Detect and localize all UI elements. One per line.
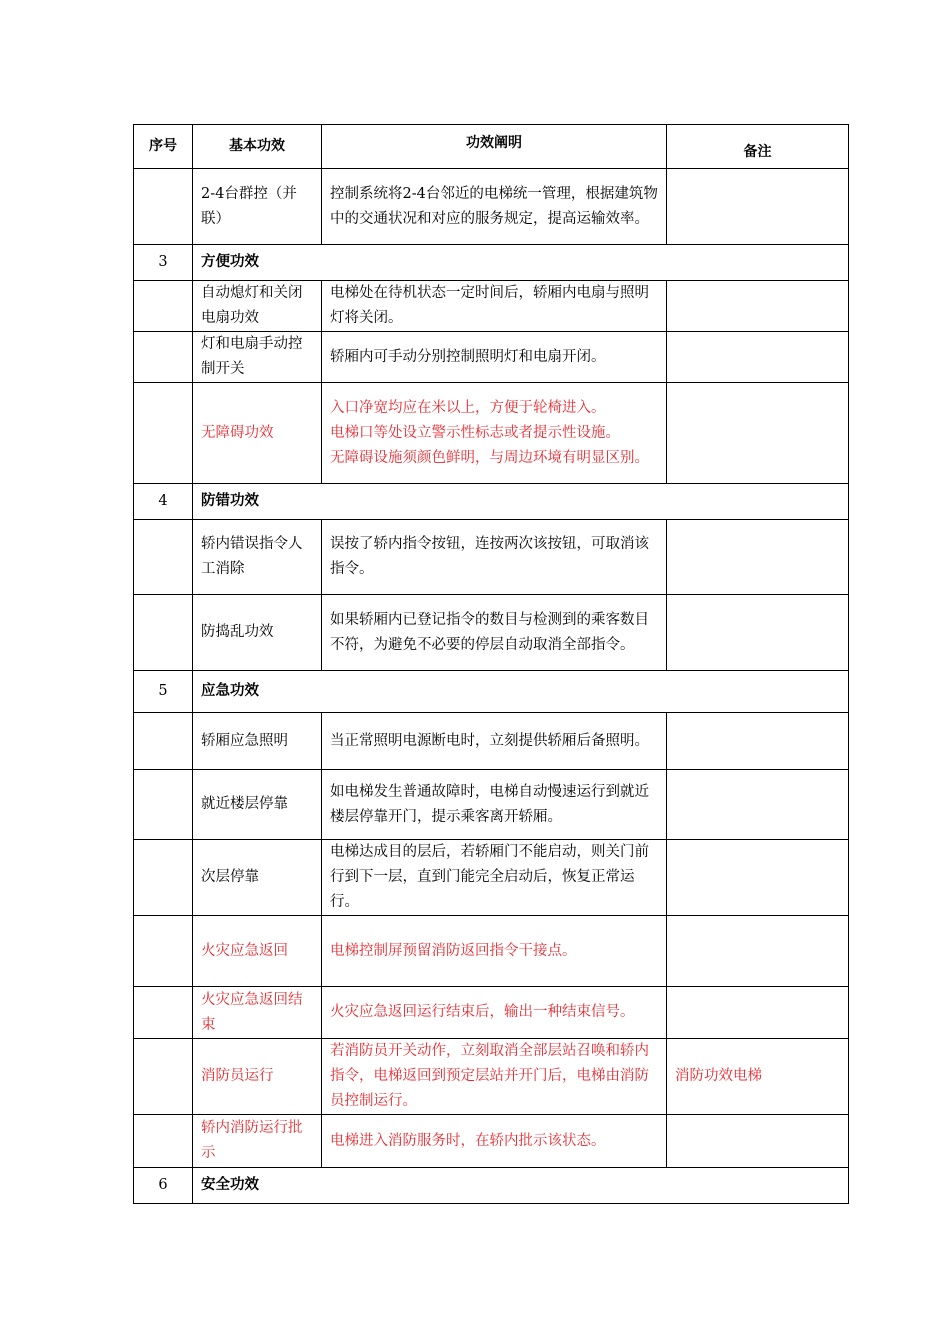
note-cell [667,916,849,987]
header-note: 备注 [667,125,849,169]
header-func: 基本功效 [193,125,322,169]
section-number: 6 [134,1168,193,1204]
note-cell [667,520,849,595]
section-row [134,484,849,520]
header-num: 序号 [134,125,193,169]
note-cell [667,281,849,332]
section-number: 5 [134,671,193,713]
note-cell [667,332,849,383]
table-header-row [134,125,849,169]
note-cell: 消防功效电梯 [667,1039,849,1115]
function-cell: 火灾应急返回结束 [193,987,322,1039]
table-row [134,520,849,595]
function-cell: 消防员运行 [193,1039,322,1115]
section-number: 3 [134,245,193,281]
table-row [134,840,849,916]
table-row [134,770,849,840]
function-cell: 2-4台群控（并联） [193,169,322,245]
row-number-cell [134,1039,193,1115]
row-number-cell [134,916,193,987]
section-number: 4 [134,484,193,520]
function-cell: 自动熄灯和关闭电扇功效 [193,281,322,332]
table-row [134,713,849,770]
section-title: 方便功效 [193,245,849,281]
description-cell: 误按了轿内指令按钮，连按两次该按钮，可取消该指令。 [322,520,667,595]
note-cell [667,383,849,484]
function-cell: 轿厢应急照明 [193,713,322,770]
section-row [134,1168,849,1204]
table-body [134,169,849,1204]
table-row [134,281,849,332]
table-row [134,383,849,484]
row-number-cell [134,281,193,332]
row-number-cell [134,520,193,595]
table-row [134,332,849,383]
function-cell: 灯和电扇手动控制开关 [193,332,322,383]
row-number-cell [134,1115,193,1168]
section-title: 防错功效 [193,484,849,520]
table-row [134,1039,849,1115]
function-table [133,124,849,1204]
table-row [134,595,849,671]
row-number-cell [134,713,193,770]
row-number-cell [134,987,193,1039]
row-number-cell [134,595,193,671]
row-number-cell [134,332,193,383]
description-cell: 轿厢内可手动分别控制照明灯和电扇开闭。 [322,332,667,383]
description-cell: 当正常照明电源断电时，立刻提供轿厢后备照明。 [322,713,667,770]
header-desc: 功效阐明 [322,125,667,169]
function-cell: 火灾应急返回 [193,916,322,987]
note-cell [667,169,849,245]
section-title: 安全功效 [193,1168,849,1204]
note-cell [667,595,849,671]
row-number-cell [134,770,193,840]
function-cell: 防捣乱功效 [193,595,322,671]
function-cell: 轿内消防运行批示 [193,1115,322,1168]
note-cell [667,840,849,916]
description-cell: 如果轿厢内已登记指令的数目与检测到的乘客数目不符，为避免不必要的停层自动取消全部指令。 [322,595,667,671]
description-cell: 控制系统将2-4台邻近的电梯统一管理，根据建筑物中的交通状况和对应的服务规定，提高运输效率。 [322,169,667,245]
description-cell: 入口净宽均应在米以上，方便于轮椅进入。 电梯口等处设立警示性标志或者提示性设施。 无障碍设施须颜色鲜明，与周边环境有明显区别。 [322,383,667,484]
description-cell: 火灾应急返回运行结束后，输出一种结束信号。 [322,987,667,1039]
description-cell: 电梯控制屏预留消防返回指令干接点。 [322,916,667,987]
table-row [134,916,849,987]
section-row [134,671,849,713]
row-number-cell [134,840,193,916]
table-row [134,169,849,245]
description-cell: 电梯进入消防服务时，在轿内批示该状态。 [322,1115,667,1168]
section-row [134,245,849,281]
description-cell: 若消防员开关动作，立刻取消全部层站召唤和轿内指令，电梯返回到预定层站并开门后，电梯由消防员控制运行。 [322,1039,667,1115]
function-cell: 无障碍功效 [193,383,322,484]
note-cell [667,713,849,770]
note-cell [667,987,849,1039]
section-title: 应急功效 [193,671,849,713]
function-cell: 轿内错误指令人工消除 [193,520,322,595]
description-cell: 电梯处在待机状态一定时间后，轿厢内电扇与照明灯将关闭。 [322,281,667,332]
note-cell [667,1115,849,1168]
row-number-cell [134,383,193,484]
description-cell: 如电梯发生普通故障时，电梯自动慢速运行到就近楼层停靠开门，提示乘客离开轿厢。 [322,770,667,840]
row-number-cell [134,169,193,245]
function-cell: 就近楼层停靠 [193,770,322,840]
table-row [134,1115,849,1168]
description-cell: 电梯达成目的层后，若轿厢门不能启动，则关门前行到下一层，直到门能完全启动后，恢复正常运行。 [322,840,667,916]
note-cell [667,770,849,840]
table-row [134,987,849,1039]
function-cell: 次层停靠 [193,840,322,916]
